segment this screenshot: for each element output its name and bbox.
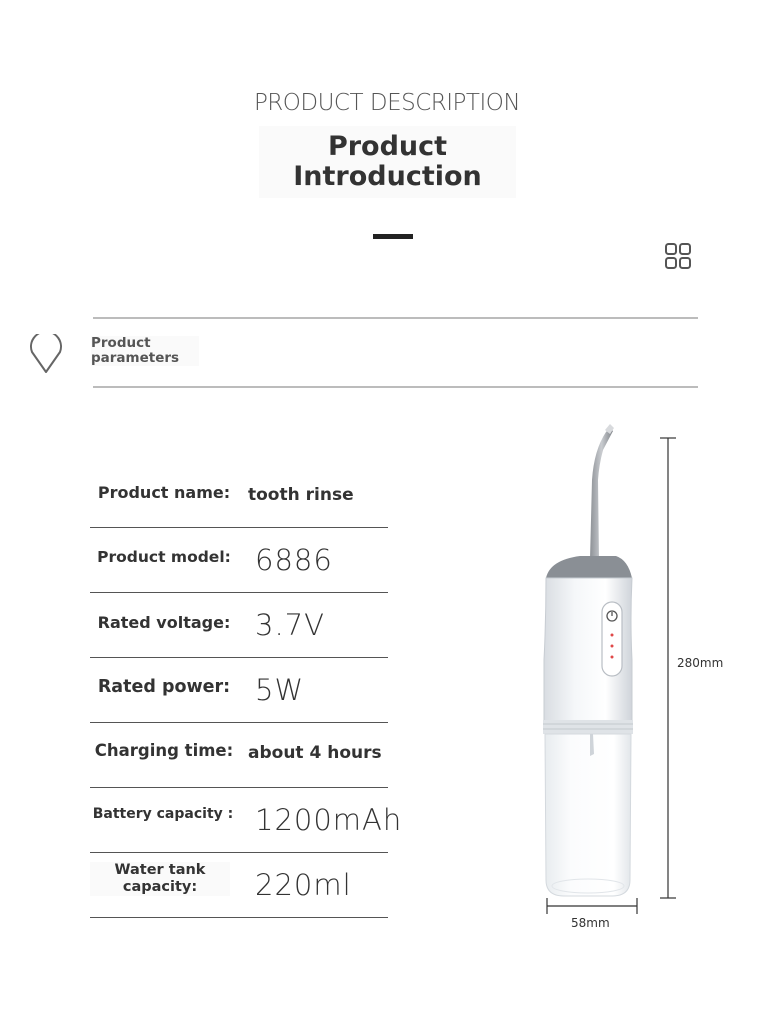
spec-row-water-tank-capacity xyxy=(90,853,388,918)
spec-value: about 4 hours xyxy=(248,743,382,763)
dimension-height-label: 280mm xyxy=(677,656,724,670)
grid-icon xyxy=(664,242,692,270)
spec-label: Charging time: xyxy=(94,741,234,760)
spec-value: 220ml xyxy=(255,868,352,902)
spec-row-battery-capacity xyxy=(90,788,403,853)
map-pin-icon xyxy=(28,334,64,374)
spec-value: 5W xyxy=(255,673,305,707)
page-title-line-2: Introduction xyxy=(293,161,482,192)
spec-value: 3.7V xyxy=(255,608,325,642)
title-box xyxy=(259,126,516,198)
spec-divider xyxy=(90,917,388,918)
spec-value: 6886 xyxy=(255,543,333,577)
section-label xyxy=(91,336,199,366)
spec-row-rated-voltage xyxy=(90,593,388,658)
spec-row-rated-power xyxy=(90,658,388,723)
section-bottom-rule xyxy=(93,386,698,388)
spec-row-charging-time xyxy=(90,723,388,788)
spec-label: Rated voltage: xyxy=(97,613,231,632)
spec-row-product-name xyxy=(90,463,388,528)
page-title xyxy=(259,126,516,192)
section-label-line-1: Product xyxy=(91,335,151,351)
spec-label: Product name: xyxy=(97,483,231,502)
spec-label: Rated power: xyxy=(97,677,231,697)
product-image-water-flosser xyxy=(520,420,680,940)
section-top-rule xyxy=(93,317,698,319)
spec-row-product-model xyxy=(90,528,388,593)
section-label-line-2: parameters xyxy=(91,350,180,366)
spec-label-line-1: Water tank xyxy=(114,862,206,878)
dimension-width-label: 58mm xyxy=(571,916,610,930)
page-kicker: PRODUCT DESCRIPTION xyxy=(253,90,521,116)
page-title-line-1: Product xyxy=(327,131,448,162)
spec-label: Product model: xyxy=(97,548,231,566)
spec-label-line-2: capacity: xyxy=(122,879,198,895)
spec-label: Battery capacity : xyxy=(92,806,234,822)
spec-value: tooth rinse xyxy=(248,485,354,505)
spec-value: 1200mAh xyxy=(255,803,403,837)
title-underline xyxy=(373,234,413,239)
spec-label xyxy=(90,862,230,896)
